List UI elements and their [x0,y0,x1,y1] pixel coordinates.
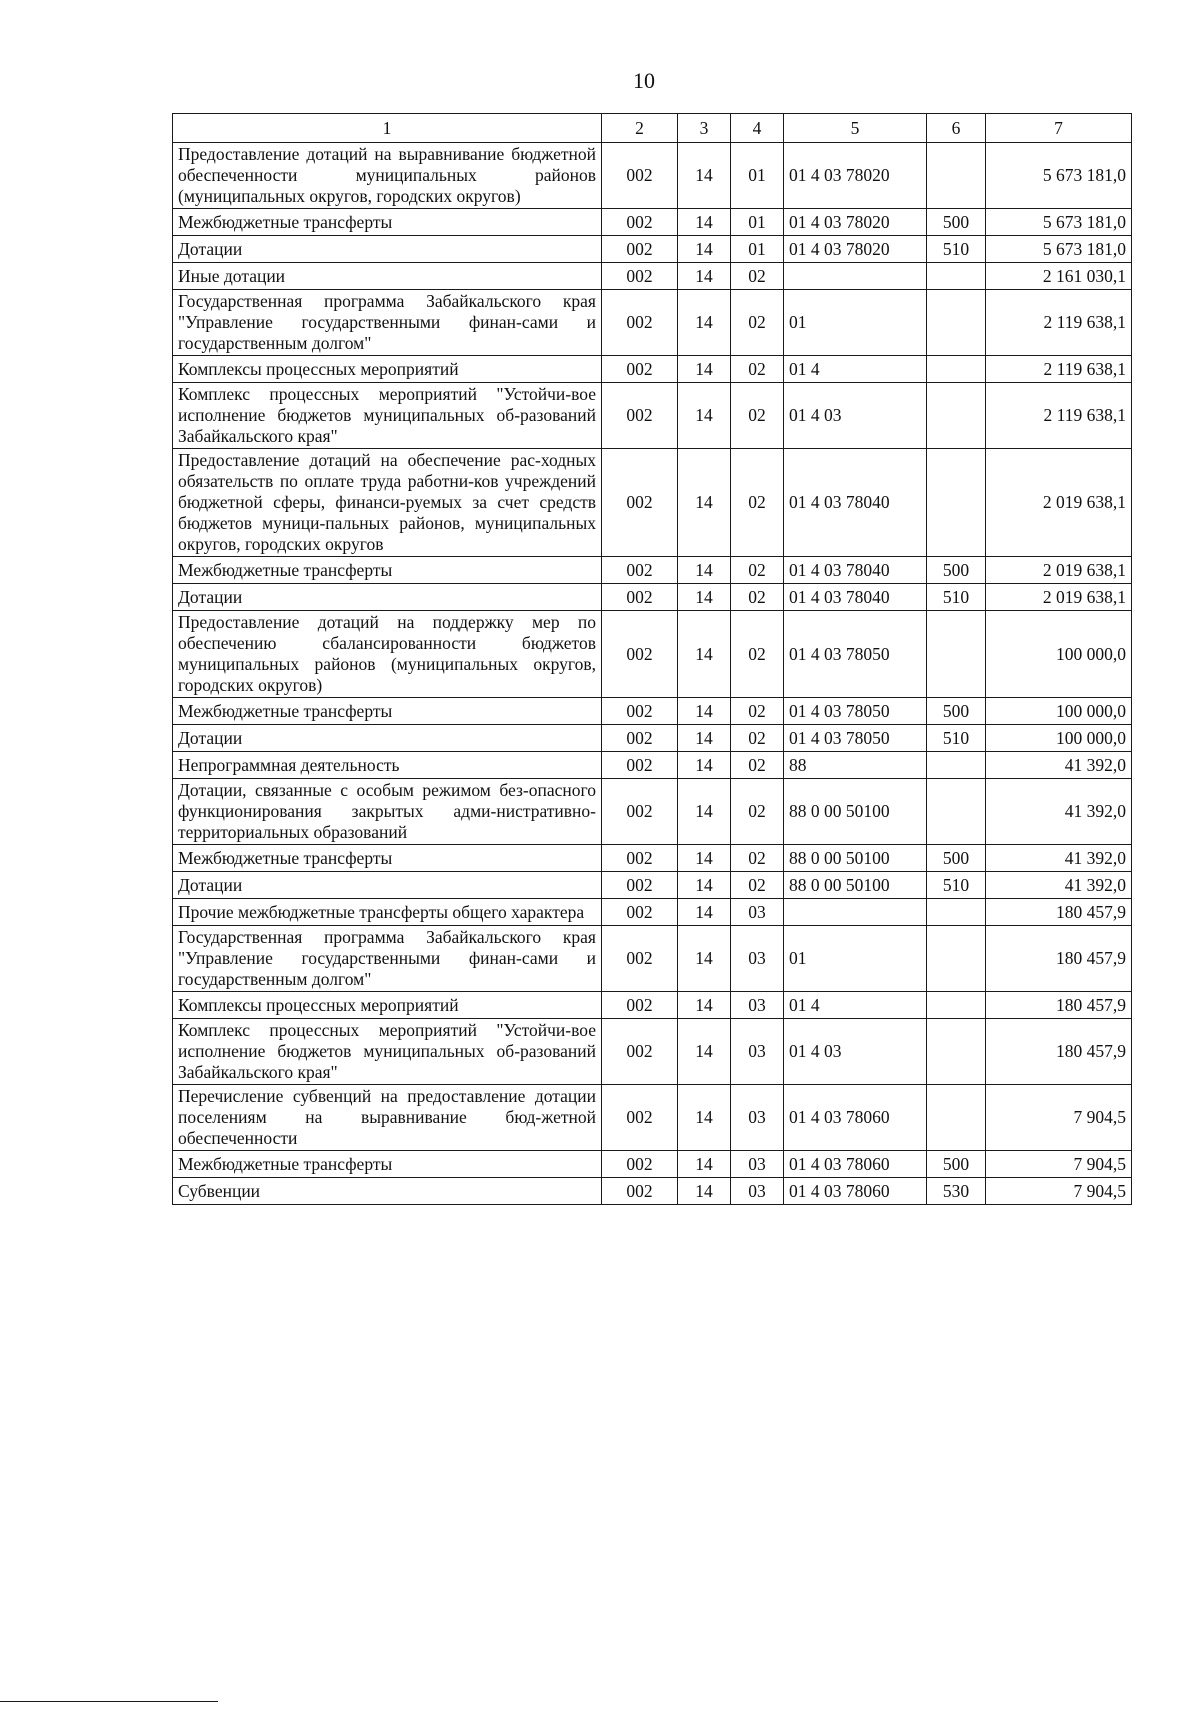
cell-col-5 [784,899,927,926]
table-row [173,1178,1132,1205]
cell-col-3: 14 [678,383,731,449]
cell-col-3: 14 [678,584,731,611]
cell-col-2: 002 [602,1151,678,1178]
cell-name: Комплексы процессных мероприятий [173,356,602,383]
cell-name: Межбюджетные трансферты [173,845,602,872]
cell-col-3: 14 [678,899,731,926]
cell-name: Субвенции [173,1178,602,1205]
cell-col-6: 510 [927,236,986,263]
cell-col-5: 01 4 03 78040 [784,584,927,611]
cell-col-3: 14 [678,143,731,209]
cell-col-7: 2 019 638,1 [986,584,1132,611]
cell-col-4: 02 [731,356,784,383]
cell-col-5: 01 [784,926,927,992]
cell-col-6 [927,926,986,992]
cell-name: Предоставление дотаций на обеспечение рас-ходных обязательств по оплате труда работни-ков учреждений бюджетной сферы, финанси-руемых за счет средств бюджетов муници-пальных районов, муниципальных округов, городских округов [173,449,602,557]
cell-col-6: 500 [927,209,986,236]
header-row [173,114,1132,143]
header-col-3: 3 [678,114,731,143]
cell-col-7: 180 457,9 [986,899,1132,926]
cell-col-3: 14 [678,725,731,752]
cell-name: Дотации [173,725,602,752]
cell-name: Предоставление дотаций на выравнивание бюджетной обеспеченности муниципальных районов (муниципальных округов, городских округов) [173,143,602,209]
cell-col-3: 14 [678,290,731,356]
cell-col-5: 01 4 [784,992,927,1019]
cell-col-4: 02 [731,725,784,752]
cell-col-4: 02 [731,611,784,698]
cell-col-2: 002 [602,449,678,557]
table-row [173,611,1132,698]
cell-col-3: 14 [678,236,731,263]
cell-col-5: 01 4 03 78040 [784,449,927,557]
cell-col-6: 500 [927,1151,986,1178]
cell-col-4: 02 [731,698,784,725]
cell-col-4: 03 [731,1085,784,1151]
cell-col-2: 002 [602,1085,678,1151]
cell-col-6: 530 [927,1178,986,1205]
table-row [173,449,1132,557]
cell-col-6 [927,356,986,383]
cell-col-3: 14 [678,557,731,584]
cell-col-3: 14 [678,779,731,845]
cell-name: Межбюджетные трансферты [173,1151,602,1178]
cell-col-4: 01 [731,143,784,209]
cell-col-3: 14 [678,209,731,236]
cell-col-2: 002 [602,992,678,1019]
cell-col-5: 01 [784,290,927,356]
cell-col-6: 500 [927,698,986,725]
table-row [173,290,1132,356]
cell-col-7: 2 119 638,1 [986,356,1132,383]
table-row [173,1019,1132,1085]
cell-col-6: 510 [927,584,986,611]
table-row [173,992,1132,1019]
cell-col-6 [927,752,986,779]
cell-col-3: 14 [678,845,731,872]
cell-col-2: 002 [602,263,678,290]
cell-col-4: 02 [731,449,784,557]
cell-col-2: 002 [602,698,678,725]
cell-name: Межбюджетные трансферты [173,209,602,236]
cell-col-5: 88 [784,752,927,779]
cell-col-4: 03 [731,1019,784,1085]
cell-col-3: 14 [678,698,731,725]
cell-col-7: 180 457,9 [986,992,1132,1019]
cell-col-6 [927,992,986,1019]
table-row [173,143,1132,209]
cell-col-5: 01 4 03 78060 [784,1178,927,1205]
cell-name: Дотации [173,236,602,263]
cell-col-7: 5 673 181,0 [986,209,1132,236]
cell-col-7: 7 904,5 [986,1085,1132,1151]
cell-col-4: 01 [731,209,784,236]
cell-col-3: 14 [678,992,731,1019]
cell-col-2: 002 [602,926,678,992]
cell-name: Межбюджетные трансферты [173,557,602,584]
cell-col-5: 88 0 00 50100 [784,845,927,872]
cell-col-2: 002 [602,236,678,263]
header-col-2: 2 [602,114,678,143]
cell-col-5: 01 4 03 [784,383,927,449]
cell-col-6: 500 [927,557,986,584]
cell-col-5: 01 4 03 78050 [784,725,927,752]
cell-col-5: 01 4 03 78060 [784,1085,927,1151]
cell-col-4: 02 [731,263,784,290]
cell-col-4: 03 [731,992,784,1019]
cell-name: Перечисление субвенций на предоставление дотации поселениям на выравнивание бюд-жетной обеспеченности [173,1085,602,1151]
cell-col-5: 88 0 00 50100 [784,779,927,845]
cell-col-4: 03 [731,1151,784,1178]
cell-col-6 [927,779,986,845]
cell-col-2: 002 [602,356,678,383]
cell-col-7: 41 392,0 [986,845,1132,872]
table-row [173,926,1132,992]
cell-col-7: 100 000,0 [986,725,1132,752]
cell-col-5: 01 4 03 [784,1019,927,1085]
cell-name: Комплекс процессных мероприятий "Устойчи-вое исполнение бюджетов муниципальных об-разований Забайкальского края" [173,1019,602,1085]
cell-col-4: 03 [731,1178,784,1205]
cell-col-6 [927,1085,986,1151]
table-row [173,356,1132,383]
cell-col-7: 7 904,5 [986,1151,1132,1178]
cell-col-7: 2 019 638,1 [986,449,1132,557]
table-row [173,698,1132,725]
cell-col-6: 510 [927,725,986,752]
cell-name: Дотации, связанные с особым режимом без-опасного функционирования закрытых адми-нистративно-территориальных образований [173,779,602,845]
cell-col-2: 002 [602,290,678,356]
cell-col-2: 002 [602,611,678,698]
cell-col-5: 01 4 03 78020 [784,143,927,209]
cell-col-2: 002 [602,872,678,899]
cell-col-6 [927,290,986,356]
cell-col-3: 14 [678,872,731,899]
table-row [173,1151,1132,1178]
table-row [173,584,1132,611]
cell-col-7: 2 119 638,1 [986,383,1132,449]
budget-table [172,113,1132,1205]
cell-col-7: 100 000,0 [986,698,1132,725]
cell-col-6 [927,899,986,926]
cell-col-2: 002 [602,1019,678,1085]
table-row [173,557,1132,584]
cell-name: Предоставление дотаций на поддержку мер по обеспечению сбалансированности бюджетов муниципальных районов (муниципальных округов, городских округов) [173,611,602,698]
cell-col-6: 510 [927,872,986,899]
cell-col-6: 500 [927,845,986,872]
cell-col-4: 02 [731,872,784,899]
cell-col-4: 03 [731,926,784,992]
cell-col-6 [927,143,986,209]
table-row [173,872,1132,899]
table-row [173,899,1132,926]
cell-col-3: 14 [678,926,731,992]
cell-col-3: 14 [678,356,731,383]
cell-col-5: 01 4 [784,356,927,383]
cell-col-3: 14 [678,611,731,698]
cell-col-3: 14 [678,752,731,779]
cell-col-3: 14 [678,263,731,290]
cell-col-2: 002 [602,383,678,449]
cell-col-4: 02 [731,383,784,449]
cell-col-6 [927,611,986,698]
cell-col-7: 5 673 181,0 [986,143,1132,209]
cell-col-7: 41 392,0 [986,872,1132,899]
header-col-6: 6 [927,114,986,143]
cell-col-4: 02 [731,584,784,611]
cell-col-4: 02 [731,290,784,356]
cell-col-7: 180 457,9 [986,926,1132,992]
cell-col-7: 41 392,0 [986,779,1132,845]
cell-name: Иные дотации [173,263,602,290]
table-row [173,779,1132,845]
cell-col-2: 002 [602,752,678,779]
cell-name: Непрограммная деятельность [173,752,602,779]
cell-col-2: 002 [602,779,678,845]
cell-col-2: 002 [602,845,678,872]
cell-col-4: 01 [731,236,784,263]
cell-name: Дотации [173,872,602,899]
page-number: 10 [633,68,655,93]
cell-name: Дотации [173,584,602,611]
cell-col-7: 41 392,0 [986,752,1132,779]
cell-col-2: 002 [602,1178,678,1205]
table-header [173,114,1132,143]
cell-col-3: 14 [678,1151,731,1178]
cell-col-5: 01 4 03 78060 [784,1151,927,1178]
cell-name: Комплекс процессных мероприятий "Устойчи-вое исполнение бюджетов муниципальных об-разований Забайкальского края" [173,383,602,449]
cell-col-4: 02 [731,779,784,845]
cell-col-2: 002 [602,143,678,209]
cell-col-7: 5 673 181,0 [986,236,1132,263]
cell-col-5: 88 0 00 50100 [784,872,927,899]
cell-col-2: 002 [602,899,678,926]
cell-col-5: 01 4 03 78050 [784,698,927,725]
cell-col-7: 7 904,5 [986,1178,1132,1205]
cell-name: Межбюджетные трансферты [173,698,602,725]
cell-col-5: 01 4 03 78020 [784,236,927,263]
cell-col-4: 02 [731,845,784,872]
cell-col-5: 01 4 03 78020 [784,209,927,236]
cell-col-5: 01 4 03 78050 [784,611,927,698]
cell-col-6 [927,383,986,449]
cell-col-3: 14 [678,1178,731,1205]
table-row [173,725,1132,752]
cell-col-3: 14 [678,1019,731,1085]
cell-col-4: 02 [731,752,784,779]
cell-col-5 [784,263,927,290]
table-row [173,1085,1132,1151]
cell-col-7: 180 457,9 [986,1019,1132,1085]
table-row [173,236,1132,263]
cell-col-6 [927,1019,986,1085]
cell-col-4: 02 [731,557,784,584]
cell-col-6 [927,449,986,557]
cell-col-2: 002 [602,557,678,584]
table-row [173,845,1132,872]
table-row [173,209,1132,236]
cell-col-6 [927,263,986,290]
cell-name: Государственная программа Забайкальского края "Управление государственными финан-сами и государственным долгом" [173,926,602,992]
cell-name: Прочие межбюджетные трансферты общего характера [173,899,602,926]
cell-name: Комплексы процессных мероприятий [173,992,602,1019]
cell-col-2: 002 [602,209,678,236]
cell-col-2: 002 [602,584,678,611]
table-row [173,263,1132,290]
cell-col-4: 03 [731,899,784,926]
header-col-5: 5 [784,114,927,143]
cell-col-2: 002 [602,725,678,752]
table-body [173,143,1132,1205]
table-row [173,752,1132,779]
cell-col-5: 01 4 03 78040 [784,557,927,584]
table-row [173,383,1132,449]
cell-col-7: 2 161 030,1 [986,263,1132,290]
cell-col-3: 14 [678,449,731,557]
cell-col-7: 2 119 638,1 [986,290,1132,356]
cell-col-7: 100 000,0 [986,611,1132,698]
header-col-1: 1 [173,114,602,143]
header-col-7: 7 [986,114,1132,143]
header-col-4: 4 [731,114,784,143]
cell-col-7: 2 019 638,1 [986,557,1132,584]
footnote-separator-line [0,1701,218,1702]
cell-name: Государственная программа Забайкальского края "Управление государственными финан-сами и государственным долгом" [173,290,602,356]
cell-col-3: 14 [678,1085,731,1151]
